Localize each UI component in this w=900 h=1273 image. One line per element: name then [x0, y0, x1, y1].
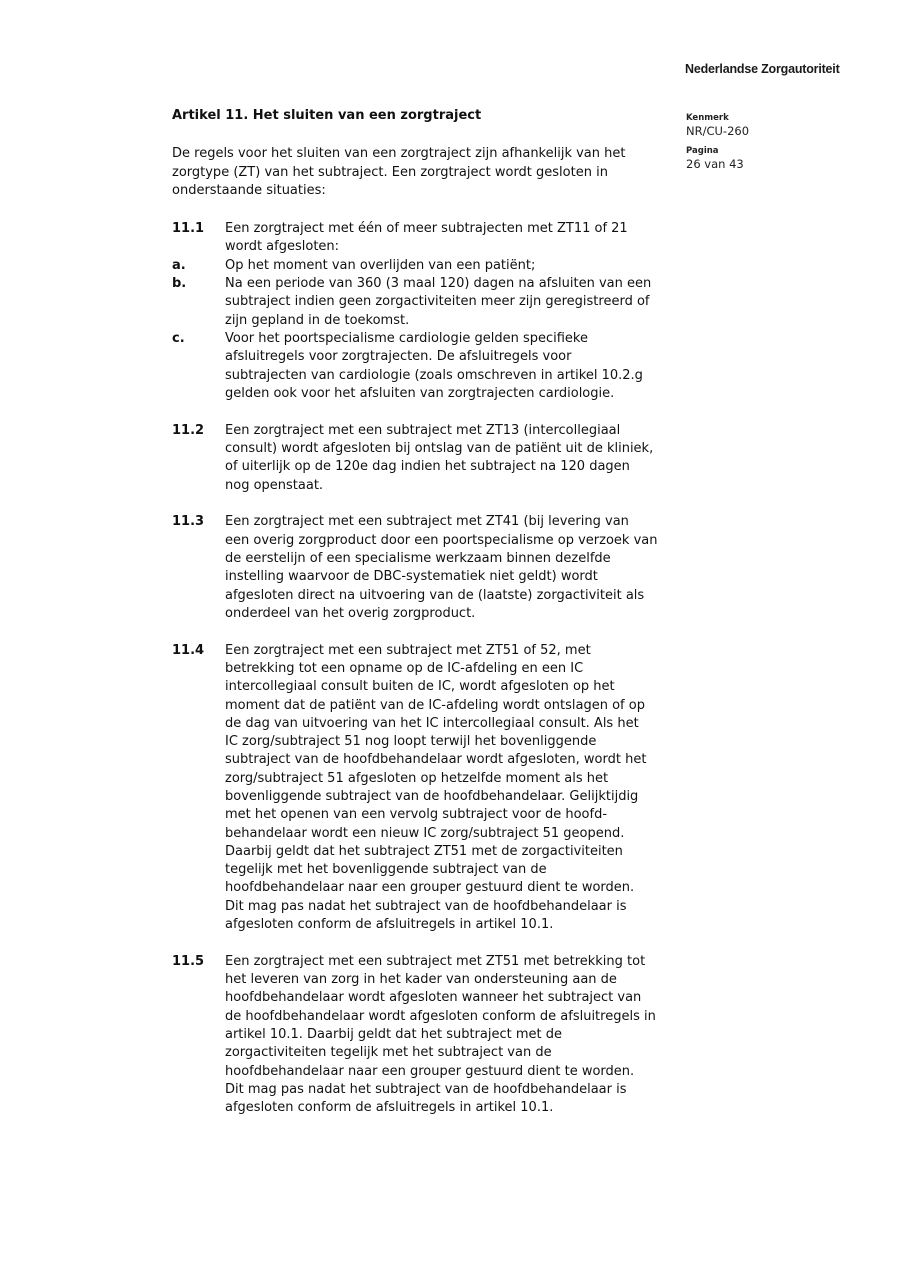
text-line: zorg/subtraject 51 afgesloten op hetzelfde moment als het — [225, 770, 609, 786]
section-number: 11.4 — [172, 642, 205, 658]
article-section — [172, 642, 692, 935]
section-text — [225, 642, 692, 935]
text-line: bovenliggende subtraject van de hoofdbehandelaar. Gelijktijdig — [225, 789, 639, 804]
document-meta — [686, 112, 886, 178]
text-line: Een zorgtraject met een subtraject met ZT13 (intercollegiaal — [225, 422, 621, 438]
text-line: instelling waarvoor de DBC-systematiek niet geldt) wordt — [225, 569, 598, 585]
text-line: intercollegiaal consult buiten de IC, wordt afgesloten op het — [225, 679, 615, 695]
intro-line: onderstaande situaties: — [172, 182, 326, 198]
article-intro — [172, 145, 692, 200]
article-section — [172, 422, 692, 495]
text-line: afsluitregels voor zorgtrajecten. De afsluitregels voor — [225, 349, 572, 365]
section-text — [225, 422, 692, 495]
text-line: onderdeel van het overig zorgproduct. — [225, 605, 476, 621]
text-line: zijn gepland in de toekomst. — [225, 312, 410, 328]
text-line: het leveren van zorg in het kader van ondersteuning aan de — [225, 972, 617, 988]
text-line: subtraject indien geen zorgactiviteiten meer zijn geregistreerd of — [225, 294, 650, 310]
section-text — [225, 220, 692, 257]
list-item — [172, 275, 692, 330]
text-line: betrekking tot een opname op de IC-afdeling en een IC — [225, 660, 584, 676]
text-line: Voor het poortspecialisme cardiologie gelden specifieke — [225, 330, 588, 346]
list-item-label: c. — [172, 330, 185, 346]
text-line: gelden ook voor het afsluiten van zorgtrajecten cardiologie. — [225, 385, 615, 401]
list-item — [172, 330, 692, 403]
text-line: de hoofdbehandelaar wordt afgesloten conform de afsluitregels in — [225, 1008, 656, 1024]
list-item-text — [225, 330, 692, 403]
article-section — [172, 953, 692, 1118]
section-text — [225, 953, 692, 1118]
text-line: subtrajecten van cardiologie (zoals omschreven in artikel 10.2.g — [225, 367, 643, 383]
text-line: subtraject van de hoofdbehandelaar wordt afgesloten, wordt het — [225, 752, 647, 768]
section-row — [172, 642, 692, 935]
text-line: of uiterlijk op de 120e dag indien het subtraject na 120 dagen — [225, 459, 630, 475]
text-line: tegelijk met het bovenliggende subtraject van de — [225, 862, 547, 878]
section-row — [172, 513, 692, 623]
section-text — [225, 513, 692, 623]
text-line: de eerstelijn of een specialisme werkzaam binnen dezelfde — [225, 550, 611, 566]
text-line: behandelaar wordt een nieuw IC zorg/subtraject 51 geopend. — [225, 825, 625, 841]
text-line: wordt afgesloten: — [225, 239, 340, 255]
section-number: 11.2 — [172, 422, 205, 438]
text-line: IC zorg/subtraject 51 nog loopt terwijl het bovenliggende — [225, 734, 597, 750]
intro-line: De regels voor het sluiten van een zorgtraject zijn afhankelijk van het — [172, 146, 626, 162]
pagina-label: Pagina — [686, 146, 719, 156]
article-title: Artikel 11. Het sluiten van een zorgtraject — [172, 108, 482, 123]
list-item-label: a. — [172, 257, 186, 273]
text-line: artikel 10.1. Daarbij geldt dat het subtraject met de — [225, 1027, 562, 1043]
article-section — [172, 220, 692, 403]
section-number: 11.1 — [172, 221, 205, 237]
list-item — [172, 257, 692, 275]
text-line: Een zorgtraject met een subtraject met ZT41 (bij levering van — [225, 514, 629, 530]
text-line: zorgactiviteiten tegelijk met het subtraject van de — [225, 1045, 552, 1061]
pagina-value: 26 van 43 — [686, 157, 744, 171]
list-item-text — [225, 257, 692, 275]
section-row — [172, 220, 692, 257]
section-number: 11.3 — [172, 514, 205, 530]
text-line: afgesloten conform de afsluitregels in artikel 10.1. — [225, 917, 554, 933]
list-item-label: b. — [172, 276, 187, 292]
text-line: met het openen van een vervolg subtraject voor de hoofd- — [225, 807, 608, 823]
section-number: 11.5 — [172, 953, 205, 969]
text-line: de dag van uitvoering van het IC intercollegiaal consult. Als het — [225, 715, 639, 731]
text-line: consult) wordt afgesloten bij ontslag van de patiënt uit de kliniek, — [225, 440, 654, 456]
section-row — [172, 953, 692, 1118]
text-line: afgesloten conform de afsluitregels in artikel 10.1. — [225, 1100, 554, 1116]
text-line: Dit mag pas nadat het subtraject van de hoofdbehandelaar is — [225, 1081, 627, 1097]
kenmerk-value: NR/CU-260 — [686, 124, 750, 138]
text-line: Daarbij geldt dat het subtraject ZT51 met de zorgactiviteiten — [225, 843, 623, 859]
intro-line: zorgtype (ZT) van het subtraject. Een zorgtraject wordt gesloten in — [172, 164, 608, 180]
text-line: afgesloten direct na uitvoering van de (laatste) zorgactiviteit als — [225, 587, 645, 603]
text-line: Een zorgtraject met één of meer subtrajecten met ZT11 of 21 — [225, 221, 628, 237]
kenmerk-label: Kenmerk — [686, 113, 729, 123]
text-line: Op het moment van overlijden van een patiënt; — [225, 257, 536, 273]
list-item-text — [225, 275, 692, 330]
article-body — [172, 107, 692, 1136]
text-line: Dit mag pas nadat het subtraject van de hoofdbehandelaar is — [225, 898, 627, 914]
text-line: hoofdbehandelaar wordt afgesloten wanneer het subtraject van — [225, 990, 642, 1006]
text-line: nog openstaat. — [225, 477, 324, 493]
text-line: hoofdbehandelaar naar een grouper gestuurd dient te worden. — [225, 880, 635, 896]
text-line: moment dat de patiënt van de IC-afdeling wordt ontslagen of op — [225, 697, 645, 713]
text-line: hoofdbehandelaar naar een grouper gestuurd dient te worden. — [225, 1063, 635, 1079]
text-line: Een zorgtraject met een subtraject met ZT51 of 52, met — [225, 642, 591, 658]
text-line: Na een periode van 360 (3 maal 120) dagen na afsluiten van een — [225, 276, 652, 292]
section-row — [172, 422, 692, 495]
text-line: Een zorgtraject met een subtraject met ZT51 met betrekking tot — [225, 953, 646, 969]
organization-name: Nederlandse Zorgautoriteit — [685, 62, 840, 76]
article-section — [172, 513, 692, 623]
article-sections — [172, 220, 692, 1117]
text-line: een overig zorgproduct door een poortspecialisme op verzoek van — [225, 532, 658, 548]
